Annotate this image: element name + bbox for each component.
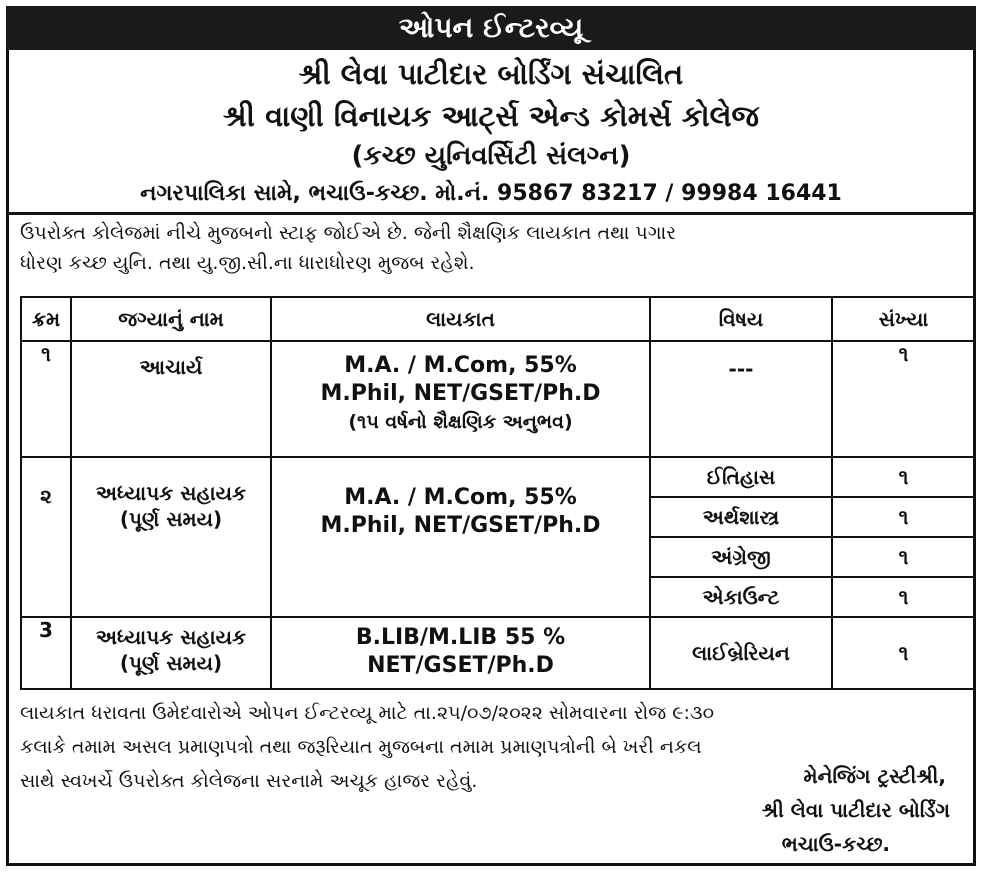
title-banner bbox=[6, 6, 976, 50]
signature-place: ભચાઉ-કચ્છ. bbox=[781, 832, 890, 856]
header-serial: ક્રમ bbox=[21, 297, 71, 341]
intro-line: ઉપરોક્ત કોલેજમાં નીચે મુજબનો સ્ટાફ જોઈએ છે. જેની શૈક્ષણિક લાયકાત તથા પગાર bbox=[20, 222, 677, 244]
serial-cell: 3 bbox=[21, 617, 71, 689]
post-line: અધ્યાપક સહાયક bbox=[95, 625, 247, 649]
qualification-line: M.Phil, NET/GSET/Ph.D bbox=[320, 381, 601, 406]
table-header-row bbox=[21, 297, 975, 341]
trust-name: શ્રી લેવા પાટીદાર બોર્ડિંગ સંચાલિત bbox=[298, 57, 684, 91]
header-count: સંખ્યા bbox=[832, 297, 975, 341]
address-line: નગરપાલિકા સામે, ભચાઉ-કચ્છ. મો.નં. 95867 83217 / 99984 16441 bbox=[140, 181, 842, 206]
intro-text bbox=[20, 218, 970, 278]
post-line: (પૂર્ણ સમય) bbox=[119, 507, 223, 531]
count-cell: ૧ bbox=[832, 577, 975, 617]
table-row bbox=[21, 617, 975, 689]
table-row bbox=[21, 457, 975, 497]
post-line: (પૂર્ણ સમય) bbox=[119, 651, 223, 675]
count-cell: ૧ bbox=[832, 617, 975, 689]
qualification-cell bbox=[271, 617, 650, 689]
subject-cell: અર્થશાસ્ત્ર bbox=[650, 497, 832, 537]
subject-cell: ઈતિહાસ bbox=[650, 457, 832, 497]
header-qualification: લાયકાત bbox=[271, 297, 650, 341]
staff-table bbox=[20, 296, 976, 690]
header-subject: વિષય bbox=[650, 297, 832, 341]
count-cell: ૧ bbox=[832, 341, 975, 457]
divider bbox=[6, 212, 976, 215]
count-cell: ૧ bbox=[832, 457, 975, 497]
post-cell bbox=[71, 457, 271, 617]
post-cell bbox=[71, 617, 271, 689]
qualification-line: M.Phil, NET/GSET/Ph.D bbox=[320, 513, 601, 538]
footer-line: લાયકાત ધરાવતા ઉમેદવારોએ ઓપન ઈન્ટરવ્યૂ માટે તા.૨૫/૦૭/૨૦૨૨ સોમવારના રોજ ૯:૩૦ bbox=[20, 702, 715, 724]
footer-line: કલાકે તમામ અસલ પ્રમાણપત્રો તથા જરૂરિયાત મુજબના તમામ પ્રમાણપત્રોની બે ખરી નકલ bbox=[20, 736, 702, 758]
subject-cell: એકાઉન્ટ bbox=[650, 577, 832, 617]
qualification-line: (૧૫ વર્ષનો શૈક્ષણિક અનુભવ) bbox=[348, 411, 573, 433]
intro-line: ધોરણ કચ્છ યુનિ. તથા યુ.જી.સી.ના ધારાધોરણ મુજબ રહેશે. bbox=[20, 252, 475, 274]
banner-title: ઓપન ઈન્ટરવ્યૂ bbox=[398, 11, 584, 44]
post-cell: આચાર્ય bbox=[71, 341, 271, 457]
post-line: અધ્યાપક સહાયક bbox=[95, 481, 247, 505]
university-affiliation: (કચ્છ યુનિવર્સિટી સંલગ્ન) bbox=[351, 141, 631, 171]
qualification-line: NET/GSET/Ph.D bbox=[367, 653, 554, 678]
qualification-cell bbox=[271, 457, 650, 617]
qualification-line: M.A. / M.Com, 55% bbox=[344, 353, 577, 378]
qualification-cell bbox=[271, 341, 650, 457]
serial-cell: ૨ bbox=[21, 457, 71, 617]
serial-cell: ૧ bbox=[21, 341, 71, 457]
count-cell: ૧ bbox=[832, 537, 975, 577]
subject-cell: --- bbox=[650, 341, 832, 457]
qualification-line: M.A. / M.Com, 55% bbox=[344, 485, 577, 510]
signature-title: મેનેજિંગ ટ્રસ્ટીશ્રી, bbox=[803, 764, 946, 788]
footer-line: સાથે સ્વખર્ચે ઉપરોક્ત કોલેજના સરનામે અચૂક હાજર રહેવું. bbox=[20, 770, 478, 792]
header-post: જગ્યાનું નામ bbox=[71, 297, 271, 341]
qualification-line: B.LIB/M.LIB 55 % bbox=[355, 625, 566, 650]
table-row bbox=[21, 341, 975, 457]
subject-cell: અંગ્રેજી bbox=[650, 537, 832, 577]
college-name: શ્રી વાણી વિનાયક આર્ટ્સ એન્ડ કોમર્સ કોલેજ bbox=[223, 99, 759, 133]
signature-trust: શ્રી લેવા પાટીદાર બોર્ડિંગ bbox=[761, 798, 950, 822]
count-cell: ૧ bbox=[832, 497, 975, 537]
subject-cell: લાઈબ્રેરિયન bbox=[650, 617, 832, 689]
